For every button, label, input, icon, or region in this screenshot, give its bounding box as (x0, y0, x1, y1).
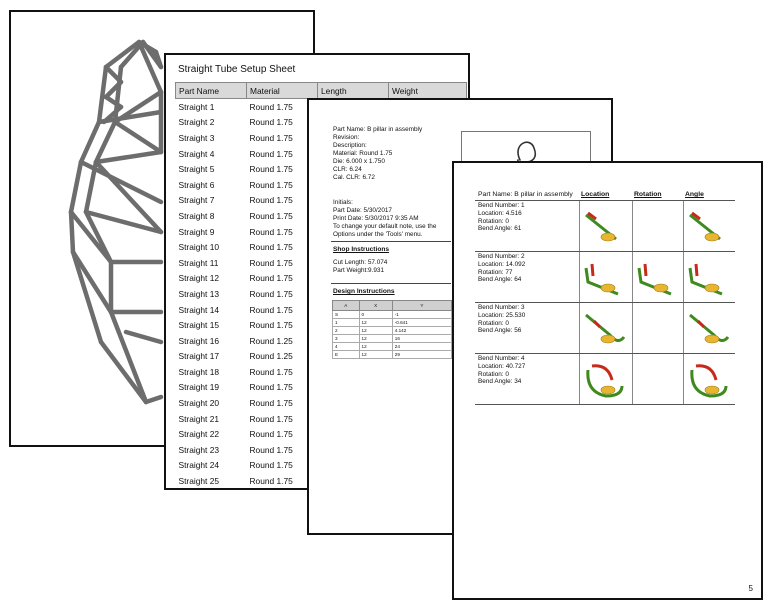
bend-preview-icon (582, 356, 630, 402)
design-col-y: Y (392, 301, 451, 311)
design-instructions-header: Design Instructions (333, 288, 395, 295)
material-cell: Round 1.25 (249, 335, 293, 346)
material-cell: Round 1.75 (249, 476, 293, 487)
rotation-preview-cell (632, 252, 686, 302)
col-weight: Weight (389, 83, 467, 99)
part-name-cell: Straight 15 (178, 320, 220, 331)
design-row (333, 351, 452, 359)
description: Description: (333, 142, 367, 149)
part-name-cell: Straight 21 (178, 413, 220, 424)
design-cell: 12 (359, 351, 392, 359)
bend-info (478, 253, 525, 284)
material-cell: Round 1.75 (249, 164, 293, 175)
bend-angle: Bend Angle: 64 (478, 276, 522, 284)
part-name-cell: Straight 24 (178, 460, 220, 471)
bend-angle: Bend Angle: 56 (478, 327, 522, 335)
part-name-cell: Straight 18 (178, 366, 220, 377)
part-name-cell: Straight 7 (178, 195, 215, 206)
part-name-cell: Straight 25 (178, 476, 220, 487)
design-row (333, 319, 452, 327)
design-cell: 29 (392, 351, 451, 359)
bend-sheet-page (452, 161, 763, 600)
bend-rotation: Rotation: 0 (478, 370, 509, 378)
bend-preview-icon (686, 356, 734, 402)
part-name-cell: Straight 23 (178, 444, 220, 455)
material-cell: Round 1.75 (249, 460, 293, 471)
col-location-header: Location (581, 191, 610, 198)
cal-clr: Cal. CLR: 6.72 (333, 174, 375, 181)
angle-preview-cell (683, 252, 736, 302)
part-name-cell: Straight 1 (178, 101, 215, 112)
material-cell: Round 1.75 (249, 257, 293, 268)
part-name-cell: Straight 8 (178, 210, 215, 221)
material-cell: Round 1.75 (249, 195, 293, 206)
print-date: Print Date: 5/30/2017 9:35 AM (333, 215, 419, 222)
design-cell: 16 (392, 335, 451, 343)
frame-tube (73, 252, 101, 342)
design-cell: 12 (359, 327, 392, 335)
material-cell: Round 1.25 (249, 351, 293, 362)
part-name-cell: Straight 4 (178, 148, 215, 159)
design-header-row (333, 301, 452, 311)
bend-info (478, 202, 525, 233)
bend-number: Bend Number: 1 (478, 202, 525, 209)
bend-info (478, 355, 525, 386)
angle-preview-cell (683, 201, 736, 251)
page-number: 5 (748, 584, 753, 593)
design-row (333, 335, 452, 343)
part-name-cell: Straight 3 (178, 132, 215, 143)
part-name-cell: Straight 22 (178, 429, 220, 440)
die: Die: 6.000 x 1.750 (333, 158, 385, 165)
material-cell: Round 1.75 (249, 242, 293, 253)
bend-preview-icon (582, 305, 630, 351)
part-name-cell: Straight 10 (178, 242, 220, 253)
material-cell: Round 1.75 (249, 273, 293, 284)
material-cell: Round 1.75 (249, 366, 293, 377)
material-cell: Round 1.75 (249, 382, 293, 393)
shop-block (333, 259, 387, 275)
design-cell: 3 (333, 335, 360, 343)
revision: Revision: (333, 134, 360, 141)
col-rotation-header: Rotation (634, 191, 662, 198)
design-row (333, 343, 452, 351)
location-preview-cell (579, 354, 633, 404)
material-cell: Round 1.75 (249, 444, 293, 455)
part-name-cell: Straight 20 (178, 398, 220, 409)
material-cell: Round 1.75 (249, 429, 293, 440)
bend-angle: Bend Angle: 34 (478, 378, 522, 386)
material-cell: Round 1.75 (249, 398, 293, 409)
frame-tube (96, 152, 161, 162)
bend-preview-icon (635, 254, 683, 300)
bend-angle: Bend Angle: 61 (478, 225, 522, 233)
bend-part-name: Part Name: B pillar in assembly (478, 191, 573, 198)
part-name-cell: Straight 9 (178, 226, 215, 237)
divider (331, 241, 451, 242)
bend-number: Bend Number: 3 (478, 304, 525, 311)
part-name: Part Name: B pillar in assembly (333, 126, 423, 133)
frame-tube (101, 342, 146, 402)
initials-block (333, 199, 436, 239)
bend-location: Location: 4.516 (478, 209, 522, 217)
frame-tube (115, 122, 161, 152)
bend-number: Bend Number: 2 (478, 253, 525, 260)
shop-instructions-header: Shop Instructions (333, 246, 390, 253)
bend-row (475, 251, 735, 302)
rotation-preview-cell (632, 303, 686, 353)
bend-row (475, 353, 735, 405)
bend-info (478, 304, 525, 335)
straight-sheet-title: Straight Tube Setup Sheet (178, 64, 296, 75)
material-cell: Round 1.75 (249, 148, 293, 159)
part-name-cell: Straight 13 (178, 288, 220, 299)
material-cell: Round 1.75 (249, 226, 293, 237)
material: Material: Round 1.75 (333, 150, 393, 157)
bend-preview-icon (686, 203, 734, 249)
design-col-x: X (359, 301, 392, 311)
angle-preview-cell (683, 303, 736, 353)
design-cell: -0.641 (392, 319, 451, 327)
bend-preview-icon (686, 254, 734, 300)
note-line-1: To change your default note, use the (333, 223, 437, 230)
clr: CLR: 6.24 (333, 166, 362, 173)
rotation-preview-cell (632, 354, 686, 404)
part-weight: Part Weight:9.931 (333, 267, 385, 274)
bend-row (475, 200, 735, 251)
bend-rotation: Rotation: 77 (478, 268, 513, 276)
material-cell: Round 1.75 (249, 117, 293, 128)
location-preview-cell (579, 252, 633, 302)
frame-tube (71, 162, 81, 212)
frame-tube (73, 252, 111, 312)
design-row (333, 311, 452, 319)
design-cell: S (333, 311, 360, 319)
frame-tube (71, 212, 73, 252)
design-cell: -1 (392, 311, 451, 319)
frame-tube (81, 122, 99, 162)
location-preview-cell (579, 201, 633, 251)
part-name-cell: Straight 5 (178, 164, 215, 175)
rotation-preview-cell (632, 201, 686, 251)
angle-preview-cell (683, 354, 736, 404)
material-cell: Round 1.75 (249, 101, 293, 112)
frame-tube (146, 397, 161, 402)
design-cell: 2 (333, 327, 360, 335)
material-cell: Round 1.75 (249, 413, 293, 424)
bend-number: Bend Number: 4 (478, 355, 525, 362)
design-cell: 24 (392, 343, 451, 351)
part-name-cell: Straight 12 (178, 273, 220, 284)
bend-location: Location: 25.530 (478, 311, 526, 319)
design-cell: 12 (359, 343, 392, 351)
part-name-cell: Straight 16 (178, 335, 220, 346)
part-info-block (333, 126, 422, 182)
part-name-cell: Straight 2 (178, 117, 215, 128)
bend-location: Location: 14.092 (478, 260, 526, 268)
col-part-name: Part Name (176, 83, 247, 99)
part-name-cell: Straight 17 (178, 351, 220, 362)
col-length: Length (318, 83, 389, 99)
material-cell: Round 1.75 (249, 179, 293, 190)
bend-location: Location: 40.727 (478, 362, 526, 370)
material-cell: Round 1.75 (249, 320, 293, 331)
design-cell: 1 (333, 319, 360, 327)
initials: Initials: (333, 199, 353, 206)
bend-rotation: Rotation: 0 (478, 217, 509, 225)
bend-preview-icon (582, 254, 630, 300)
bend-grid (475, 200, 735, 405)
bend-rotation: Rotation: 0 (478, 319, 509, 327)
table-header-row (176, 83, 467, 99)
bend-preview-icon (582, 203, 630, 249)
cut-length: Cut Length: 57.074 (333, 259, 388, 266)
design-cell: E (333, 351, 360, 359)
design-cell: 4.142 (392, 327, 451, 335)
design-cell: 12 (359, 319, 392, 327)
part-name-cell: Straight 6 (178, 179, 215, 190)
material-cell: Round 1.75 (249, 288, 293, 299)
note-line-2: Options under the 'Tools' menu. (333, 231, 423, 238)
part-name-cell: Straight 19 (178, 382, 220, 393)
design-cell: 0 (359, 311, 392, 319)
frame-tube (126, 332, 161, 342)
col-material: Material (247, 83, 318, 99)
design-cell: 12 (359, 335, 392, 343)
frame-tube (111, 312, 146, 402)
frame-tube (99, 67, 106, 122)
location-preview-cell (579, 303, 633, 353)
bend-preview-icon (686, 305, 734, 351)
divider (331, 283, 451, 284)
material-cell: Round 1.75 (249, 132, 293, 143)
design-row (333, 327, 452, 335)
col-angle-header: Angle (685, 191, 704, 198)
material-cell: Round 1.75 (249, 304, 293, 315)
design-col-a: A (333, 301, 360, 311)
design-table (332, 300, 452, 359)
material-cell: Round 1.75 (249, 210, 293, 221)
bend-row (475, 302, 735, 353)
frame-tube (96, 122, 115, 162)
design-cell: 4 (333, 343, 360, 351)
part-name-cell: Straight 11 (178, 257, 219, 268)
part-name-cell: Straight 14 (178, 304, 220, 315)
part-date: Part Date: 5/30/2017 (333, 207, 392, 214)
